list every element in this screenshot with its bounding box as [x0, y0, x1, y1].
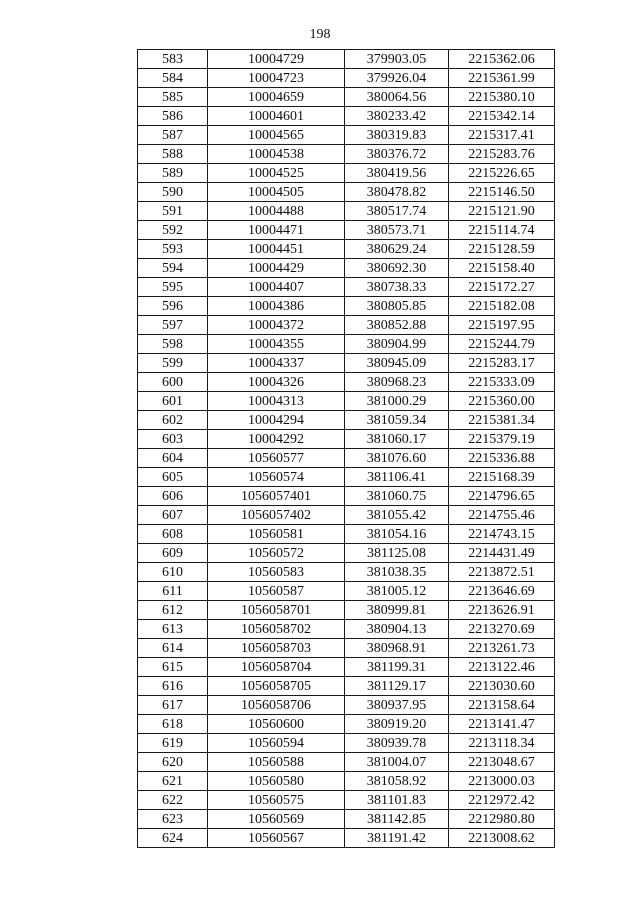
point-id-cell: 10004292 — [208, 430, 345, 449]
row-number-cell: 590 — [138, 183, 208, 202]
row-number-cell: 618 — [138, 715, 208, 734]
table-row — [138, 791, 555, 810]
x-coordinate-cell: 380939.78 — [345, 734, 449, 753]
y-coordinate-cell: 2213008.62 — [449, 829, 555, 848]
y-coordinate-cell: 2213872.51 — [449, 563, 555, 582]
row-number-cell: 589 — [138, 164, 208, 183]
point-id-cell: 10004386 — [208, 297, 345, 316]
y-coordinate-cell: 2215381.34 — [449, 411, 555, 430]
point-id-cell: 10560580 — [208, 772, 345, 791]
page-number: 198 — [309, 27, 331, 42]
row-number-cell: 598 — [138, 335, 208, 354]
table-row — [138, 772, 555, 791]
row-number-cell: 609 — [138, 544, 208, 563]
row-number-cell: 622 — [138, 791, 208, 810]
row-number-cell: 614 — [138, 639, 208, 658]
y-coordinate-cell: 2215336.88 — [449, 449, 555, 468]
y-coordinate-cell: 2215182.08 — [449, 297, 555, 316]
point-id-cell: 10004538 — [208, 145, 345, 164]
y-coordinate-cell: 2215360.00 — [449, 392, 555, 411]
y-coordinate-cell: 2215342.14 — [449, 107, 555, 126]
row-number-cell: 595 — [138, 278, 208, 297]
y-coordinate-cell: 2215283.76 — [449, 145, 555, 164]
x-coordinate-cell: 380738.33 — [345, 278, 449, 297]
y-coordinate-cell: 2215158.40 — [449, 259, 555, 278]
y-coordinate-cell: 2215379.19 — [449, 430, 555, 449]
row-number-cell: 617 — [138, 696, 208, 715]
x-coordinate-cell: 381054.16 — [345, 525, 449, 544]
y-coordinate-cell: 2212972.42 — [449, 791, 555, 810]
y-coordinate-cell: 2215168.39 — [449, 468, 555, 487]
table-row — [138, 487, 555, 506]
point-id-cell: 10004372 — [208, 316, 345, 335]
y-coordinate-cell: 2215146.50 — [449, 183, 555, 202]
row-number-cell: 608 — [138, 525, 208, 544]
table-row — [138, 297, 555, 316]
y-coordinate-cell: 2213048.67 — [449, 753, 555, 772]
point-id-cell: 10004294 — [208, 411, 345, 430]
table-row — [138, 506, 555, 525]
point-id-cell: 1056057401 — [208, 487, 345, 506]
y-coordinate-cell: 2213118.34 — [449, 734, 555, 753]
row-number-cell: 597 — [138, 316, 208, 335]
row-number-cell: 593 — [138, 240, 208, 259]
y-coordinate-cell: 2213158.64 — [449, 696, 555, 715]
x-coordinate-cell: 380478.82 — [345, 183, 449, 202]
row-number-cell: 621 — [138, 772, 208, 791]
point-id-cell: 10560577 — [208, 449, 345, 468]
point-id-cell: 10004407 — [208, 278, 345, 297]
table-row — [138, 829, 555, 848]
x-coordinate-cell: 380937.95 — [345, 696, 449, 715]
x-coordinate-cell: 380852.88 — [345, 316, 449, 335]
y-coordinate-cell: 2213261.73 — [449, 639, 555, 658]
table-row — [138, 316, 555, 335]
row-number-cell: 587 — [138, 126, 208, 145]
row-number-cell: 613 — [138, 620, 208, 639]
point-id-cell: 1056058702 — [208, 620, 345, 639]
x-coordinate-cell: 380968.23 — [345, 373, 449, 392]
x-coordinate-cell: 379903.05 — [345, 50, 449, 69]
x-coordinate-cell: 379926.04 — [345, 69, 449, 88]
x-coordinate-cell: 381191.42 — [345, 829, 449, 848]
row-number-cell: 610 — [138, 563, 208, 582]
table-row — [138, 221, 555, 240]
point-id-cell: 1056058706 — [208, 696, 345, 715]
y-coordinate-cell: 2215362.06 — [449, 50, 555, 69]
point-id-cell: 10560587 — [208, 582, 345, 601]
y-coordinate-cell: 2215128.59 — [449, 240, 555, 259]
point-id-cell: 10004326 — [208, 373, 345, 392]
point-id-cell: 10004313 — [208, 392, 345, 411]
row-number-cell: 599 — [138, 354, 208, 373]
table-row — [138, 544, 555, 563]
table-row — [138, 335, 555, 354]
y-coordinate-cell: 2215317.41 — [449, 126, 555, 145]
row-number-cell: 586 — [138, 107, 208, 126]
y-coordinate-cell: 2215226.65 — [449, 164, 555, 183]
table-row — [138, 715, 555, 734]
row-number-cell: 592 — [138, 221, 208, 240]
y-coordinate-cell: 2213000.03 — [449, 772, 555, 791]
x-coordinate-cell: 380064.56 — [345, 88, 449, 107]
table-row — [138, 677, 555, 696]
point-id-cell: 1056058705 — [208, 677, 345, 696]
table-row — [138, 278, 555, 297]
table-row — [138, 468, 555, 487]
point-id-cell: 10004451 — [208, 240, 345, 259]
x-coordinate-cell: 380904.99 — [345, 335, 449, 354]
row-number-cell: 605 — [138, 468, 208, 487]
x-coordinate-cell: 380999.81 — [345, 601, 449, 620]
point-id-cell: 10560567 — [208, 829, 345, 848]
x-coordinate-cell: 381129.17 — [345, 677, 449, 696]
table-row — [138, 259, 555, 278]
row-number-cell: 620 — [138, 753, 208, 772]
y-coordinate-cell: 2215333.09 — [449, 373, 555, 392]
table-row — [138, 430, 555, 449]
row-number-cell: 596 — [138, 297, 208, 316]
y-coordinate-cell: 2214743.15 — [449, 525, 555, 544]
point-id-cell: 10560594 — [208, 734, 345, 753]
table-row — [138, 126, 555, 145]
table-row — [138, 639, 555, 658]
x-coordinate-cell: 380945.09 — [345, 354, 449, 373]
point-id-cell: 1056057402 — [208, 506, 345, 525]
table-row — [138, 449, 555, 468]
y-coordinate-cell: 2215172.27 — [449, 278, 555, 297]
point-id-cell: 10004525 — [208, 164, 345, 183]
point-id-cell: 10004505 — [208, 183, 345, 202]
x-coordinate-cell: 380805.85 — [345, 297, 449, 316]
table-row — [138, 88, 555, 107]
x-coordinate-cell: 381055.42 — [345, 506, 449, 525]
point-id-cell: 1056058701 — [208, 601, 345, 620]
point-id-cell: 10560574 — [208, 468, 345, 487]
row-number-cell: 612 — [138, 601, 208, 620]
table-row — [138, 240, 555, 259]
table-row — [138, 525, 555, 544]
point-id-cell: 10004355 — [208, 335, 345, 354]
table-row — [138, 810, 555, 829]
coordinates-table — [137, 49, 555, 848]
x-coordinate-cell: 381059.34 — [345, 411, 449, 430]
point-id-cell: 10004337 — [208, 354, 345, 373]
x-coordinate-cell: 381060.17 — [345, 430, 449, 449]
x-coordinate-cell: 381005.12 — [345, 582, 449, 601]
point-id-cell: 10004601 — [208, 107, 345, 126]
table-row — [138, 164, 555, 183]
row-number-cell: 601 — [138, 392, 208, 411]
row-number-cell: 600 — [138, 373, 208, 392]
table-row — [138, 354, 555, 373]
point-id-cell: 10560583 — [208, 563, 345, 582]
table-row — [138, 373, 555, 392]
y-coordinate-cell: 2213626.91 — [449, 601, 555, 620]
row-number-cell: 603 — [138, 430, 208, 449]
x-coordinate-cell: 380573.71 — [345, 221, 449, 240]
x-coordinate-cell: 381142.85 — [345, 810, 449, 829]
point-id-cell: 10560575 — [208, 791, 345, 810]
x-coordinate-cell: 380692.30 — [345, 259, 449, 278]
y-coordinate-cell: 2215283.17 — [449, 354, 555, 373]
x-coordinate-cell: 381125.08 — [345, 544, 449, 563]
point-id-cell: 10560572 — [208, 544, 345, 563]
x-coordinate-cell: 380517.74 — [345, 202, 449, 221]
x-coordinate-cell: 380233.42 — [345, 107, 449, 126]
x-coordinate-cell: 381101.83 — [345, 791, 449, 810]
table-row — [138, 601, 555, 620]
point-id-cell: 10560569 — [208, 810, 345, 829]
point-id-cell: 10004659 — [208, 88, 345, 107]
row-number-cell: 585 — [138, 88, 208, 107]
y-coordinate-cell: 2213122.46 — [449, 658, 555, 677]
x-coordinate-cell: 381076.60 — [345, 449, 449, 468]
x-coordinate-cell: 380419.56 — [345, 164, 449, 183]
y-coordinate-cell: 2215361.99 — [449, 69, 555, 88]
table-row — [138, 145, 555, 164]
point-id-cell: 10004429 — [208, 259, 345, 278]
point-id-cell: 10004723 — [208, 69, 345, 88]
table-row — [138, 696, 555, 715]
x-coordinate-cell: 380904.13 — [345, 620, 449, 639]
row-number-cell: 606 — [138, 487, 208, 506]
row-number-cell: 607 — [138, 506, 208, 525]
point-id-cell: 10004488 — [208, 202, 345, 221]
x-coordinate-cell: 380376.72 — [345, 145, 449, 164]
table-row — [138, 658, 555, 677]
row-number-cell: 604 — [138, 449, 208, 468]
x-coordinate-cell: 380319.83 — [345, 126, 449, 145]
x-coordinate-cell: 381060.75 — [345, 487, 449, 506]
y-coordinate-cell: 2215380.10 — [449, 88, 555, 107]
y-coordinate-cell: 2215114.74 — [449, 221, 555, 240]
row-number-cell: 591 — [138, 202, 208, 221]
row-number-cell: 584 — [138, 69, 208, 88]
row-number-cell: 594 — [138, 259, 208, 278]
point-id-cell: 10004565 — [208, 126, 345, 145]
x-coordinate-cell: 381058.92 — [345, 772, 449, 791]
y-coordinate-cell: 2215197.95 — [449, 316, 555, 335]
table-row — [138, 411, 555, 430]
x-coordinate-cell: 380629.24 — [345, 240, 449, 259]
point-id-cell: 10560588 — [208, 753, 345, 772]
x-coordinate-cell: 381199.31 — [345, 658, 449, 677]
table-row — [138, 620, 555, 639]
table-body — [138, 50, 555, 848]
x-coordinate-cell: 381004.07 — [345, 753, 449, 772]
table-row — [138, 202, 555, 221]
y-coordinate-cell: 2214431.49 — [449, 544, 555, 563]
table-row — [138, 107, 555, 126]
point-id-cell: 1056058704 — [208, 658, 345, 677]
point-id-cell: 1056058703 — [208, 639, 345, 658]
table-row — [138, 50, 555, 69]
row-number-cell: 619 — [138, 734, 208, 753]
y-coordinate-cell: 2215244.79 — [449, 335, 555, 354]
x-coordinate-cell: 380968.91 — [345, 639, 449, 658]
point-id-cell: 10004729 — [208, 50, 345, 69]
table-row — [138, 734, 555, 753]
point-id-cell: 10560581 — [208, 525, 345, 544]
row-number-cell: 602 — [138, 411, 208, 430]
y-coordinate-cell: 2212980.80 — [449, 810, 555, 829]
y-coordinate-cell: 2214796.65 — [449, 487, 555, 506]
row-number-cell: 623 — [138, 810, 208, 829]
table-row — [138, 582, 555, 601]
y-coordinate-cell: 2213030.60 — [449, 677, 555, 696]
x-coordinate-cell: 380919.20 — [345, 715, 449, 734]
point-id-cell: 10004471 — [208, 221, 345, 240]
table-row — [138, 563, 555, 582]
y-coordinate-cell: 2213141.47 — [449, 715, 555, 734]
table-row — [138, 753, 555, 772]
x-coordinate-cell: 381038.35 — [345, 563, 449, 582]
row-number-cell: 615 — [138, 658, 208, 677]
y-coordinate-cell: 2213270.69 — [449, 620, 555, 639]
y-coordinate-cell: 2215121.90 — [449, 202, 555, 221]
table-row — [138, 183, 555, 202]
table-row — [138, 69, 555, 88]
point-id-cell: 10560600 — [208, 715, 345, 734]
row-number-cell: 588 — [138, 145, 208, 164]
row-number-cell: 611 — [138, 582, 208, 601]
y-coordinate-cell: 2213646.69 — [449, 582, 555, 601]
row-number-cell: 624 — [138, 829, 208, 848]
x-coordinate-cell: 381000.29 — [345, 392, 449, 411]
row-number-cell: 616 — [138, 677, 208, 696]
row-number-cell: 583 — [138, 50, 208, 69]
table-row — [138, 392, 555, 411]
y-coordinate-cell: 2214755.46 — [449, 506, 555, 525]
x-coordinate-cell: 381106.41 — [345, 468, 449, 487]
